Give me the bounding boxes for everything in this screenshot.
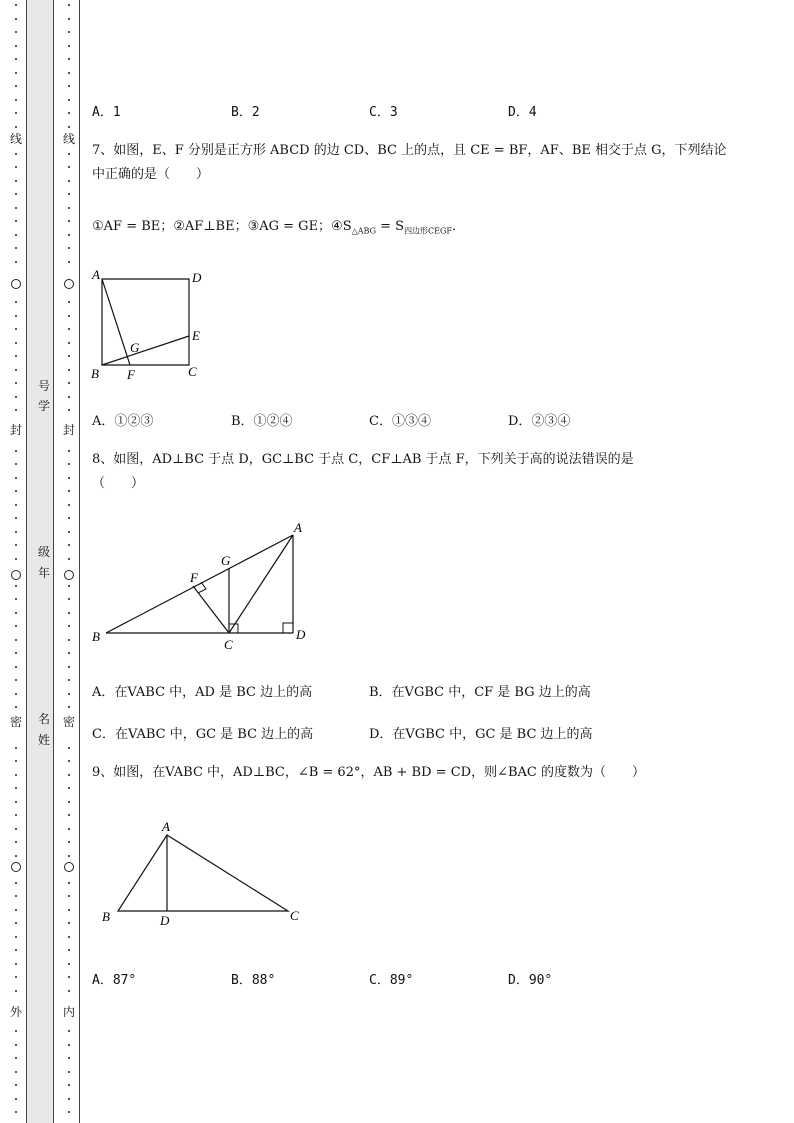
binding-dot <box>15 936 17 938</box>
q8-option-d: D．在VGBC 中，GC 是 BC 边上的高 <box>369 727 593 742</box>
binding-dot <box>68 558 70 560</box>
binding-dot <box>15 355 17 357</box>
binding-dot <box>15 463 17 465</box>
binding-dot <box>68 706 70 708</box>
q7-label-g: G <box>130 340 140 355</box>
binding-dot <box>15 990 17 992</box>
binding-dot <box>68 625 70 627</box>
binding-dot <box>68 1111 70 1113</box>
q7-square-figure <box>86 265 216 385</box>
binding-dot <box>15 774 17 776</box>
q7-stem-line2: 中正确的是（ ） <box>92 167 210 182</box>
binding-dot <box>15 369 17 371</box>
binding-dot <box>15 963 17 965</box>
binding-dot <box>15 166 17 168</box>
binding-dot <box>68 976 70 978</box>
q7-label-f: F <box>127 367 135 382</box>
binding-dot <box>15 976 17 978</box>
binding-dot <box>15 31 17 33</box>
q9-label-d: D <box>160 913 170 928</box>
binding-dot <box>68 801 70 803</box>
q9-label-c: C <box>290 908 299 923</box>
binding-dot <box>15 855 17 857</box>
binding-dot <box>15 517 17 519</box>
binding-dot <box>68 72 70 74</box>
binding-dot <box>68 585 70 587</box>
binding-dot <box>68 1071 70 1073</box>
outer-circle-mark <box>11 570 21 580</box>
binding-dot <box>68 1044 70 1046</box>
q7-label-d: D <box>192 270 202 285</box>
binding-dot <box>15 490 17 492</box>
inner-secret-label: 密 <box>62 715 75 729</box>
field-char: 名 <box>37 712 50 726</box>
binding-dot <box>68 531 70 533</box>
binding-dot <box>68 949 70 951</box>
binding-dot <box>68 247 70 249</box>
q9-option-b: B．88° <box>231 973 276 988</box>
binding-dot <box>68 504 70 506</box>
binding-dot <box>68 855 70 857</box>
binding-dot <box>15 72 17 74</box>
outer-outside-label: 外 <box>9 1005 22 1019</box>
binding-dot <box>15 693 17 695</box>
q7-label-c: C <box>188 364 197 379</box>
q6-option-c: C．3 <box>369 105 398 120</box>
q8-label-d: D <box>296 627 306 642</box>
binding-dot <box>68 760 70 762</box>
binding-dot <box>15 679 17 681</box>
binding-dot <box>68 369 70 371</box>
binding-dot <box>15 639 17 641</box>
binding-dot <box>15 193 17 195</box>
q7-option-c: C．①③④ <box>369 414 431 429</box>
binding-dot <box>68 85 70 87</box>
binding-dot <box>68 639 70 641</box>
student-info-strip <box>26 0 54 1123</box>
binding-dot <box>15 45 17 47</box>
binding-dot <box>15 909 17 911</box>
inner-circle-mark <box>64 279 74 289</box>
binding-dot <box>68 612 70 614</box>
binding-dot <box>15 85 17 87</box>
binding-dot <box>68 31 70 33</box>
binding-dot <box>15 1044 17 1046</box>
binding-dot <box>68 193 70 195</box>
binding-dot <box>68 355 70 357</box>
binding-dot <box>15 1111 17 1113</box>
binding-dot <box>68 477 70 479</box>
binding-dot <box>68 301 70 303</box>
binding-dot <box>15 1071 17 1073</box>
q6-option-a: A．1 <box>92 105 121 120</box>
binding-dot <box>15 450 17 452</box>
binding-dot <box>68 396 70 398</box>
outer-circle-mark <box>11 279 21 289</box>
binding-dot <box>68 450 70 452</box>
q8-label-f: F <box>190 570 198 585</box>
q7-option-a: A．①②③ <box>92 414 154 429</box>
q8-label-b: B <box>92 629 100 644</box>
q8-stem-line1: 8、如图，AD⊥BC 于点 D，GC⊥BC 于点 C，CF⊥AB 于点 F，下列关于高的说法错误的是 <box>92 452 634 467</box>
binding-dot <box>68 1030 70 1032</box>
binding-dot <box>15 1084 17 1086</box>
q9-triangle-figure <box>96 815 311 930</box>
binding-dot <box>15 612 17 614</box>
binding-dot <box>68 342 70 344</box>
binding-dot <box>68 99 70 101</box>
binding-dot <box>15 58 17 60</box>
q8-stem-line2: （ ） <box>92 476 145 491</box>
binding-dot <box>68 490 70 492</box>
binding-dot <box>68 666 70 668</box>
q7-option-b: B．①②④ <box>231 414 293 429</box>
inner-seal-label: 封 <box>62 423 75 437</box>
binding-dot <box>15 180 17 182</box>
binding-dot <box>15 922 17 924</box>
binding-dot <box>68 112 70 114</box>
binding-dot <box>15 112 17 114</box>
binding-dot <box>68 45 70 47</box>
binding-dot <box>68 126 70 128</box>
binding-dot <box>15 949 17 951</box>
binding-dot <box>68 207 70 209</box>
binding-dot <box>15 477 17 479</box>
binding-dot <box>15 666 17 668</box>
binding-dot <box>68 990 70 992</box>
binding-dot <box>15 328 17 330</box>
binding-dot <box>15 99 17 101</box>
binding-dot <box>15 261 17 263</box>
binding-dot <box>68 895 70 897</box>
outer-dotted-line <box>9 0 23 1123</box>
binding-dot <box>15 1030 17 1032</box>
q8-option-a: A．在VABC 中，AD 是 BC 边上的高 <box>92 685 313 700</box>
binding-dot <box>15 207 17 209</box>
binding-dot <box>68 747 70 749</box>
binding-dot <box>68 882 70 884</box>
binding-dot <box>15 706 17 708</box>
q8-label-g: G <box>221 553 231 568</box>
binding-dot <box>15 882 17 884</box>
binding-dot <box>15 315 17 317</box>
binding-dot <box>68 1098 70 1100</box>
binding-dot <box>68 382 70 384</box>
binding-dot <box>15 814 17 816</box>
binding-dot <box>15 895 17 897</box>
binding-dot <box>15 409 17 411</box>
binding-dot <box>68 963 70 965</box>
field-char: 姓 <box>37 733 50 747</box>
binding-dot <box>15 598 17 600</box>
binding-dot <box>15 382 17 384</box>
binding-dot <box>15 1098 17 1100</box>
binding-dot <box>68 936 70 938</box>
inner-circle-mark <box>64 862 74 872</box>
binding-dot <box>15 841 17 843</box>
q8-label-c: C <box>224 637 233 652</box>
binding-dot <box>15 801 17 803</box>
binding-dot <box>68 787 70 789</box>
binding-dot <box>15 504 17 506</box>
q9-option-c: C．89° <box>369 973 414 988</box>
binding-dot <box>68 922 70 924</box>
binding-dot <box>15 342 17 344</box>
binding-dot <box>68 18 70 20</box>
q9-stem-line1: 9、如图，在VABC 中，AD⊥BC，∠B = 62°，AB + BD = CD，则∠BAC 的度数为（ ） <box>92 765 645 780</box>
binding-dot <box>68 4 70 6</box>
binding-dot <box>15 396 17 398</box>
binding-dot <box>15 585 17 587</box>
binding-dot <box>68 841 70 843</box>
binding-dot <box>15 220 17 222</box>
binding-dot <box>68 814 70 816</box>
q8-option-c: C．在VABC 中，GC 是 BC 边上的高 <box>92 727 314 742</box>
binding-dot <box>68 180 70 182</box>
binding-dot <box>68 828 70 830</box>
binding-dot <box>15 760 17 762</box>
binding-dot <box>68 409 70 411</box>
binding-dot <box>15 652 17 654</box>
binding-dot <box>15 747 17 749</box>
binding-dot <box>15 544 17 546</box>
binding-dot <box>15 4 17 6</box>
binding-dot <box>15 18 17 20</box>
binding-dot <box>68 517 70 519</box>
inner-circle-mark <box>64 570 74 580</box>
outer-line-label: 线 <box>9 132 22 146</box>
q8-triangle-figure <box>86 515 326 655</box>
inner-line-label: 线 <box>62 132 75 146</box>
field-char: 年 <box>37 566 50 580</box>
field-char: 级 <box>37 545 50 559</box>
margin-border-line <box>79 0 80 1123</box>
binding-dot <box>68 328 70 330</box>
binding-dot <box>15 247 17 249</box>
binding-dot <box>68 909 70 911</box>
binding-dot <box>68 652 70 654</box>
binding-dot <box>15 1057 17 1059</box>
binding-dot <box>15 126 17 128</box>
q7-label-e: E <box>192 328 200 343</box>
binding-dot <box>68 1084 70 1086</box>
binding-dot <box>15 234 17 236</box>
binding-dot <box>68 315 70 317</box>
binding-dot <box>15 531 17 533</box>
outer-seal-label: 封 <box>9 423 22 437</box>
q7-label-a: A <box>92 267 100 282</box>
q7-option-d: D．②③④ <box>508 414 571 429</box>
inner-dotted-line <box>62 0 76 1123</box>
q6-option-b: B．2 <box>231 105 260 120</box>
binding-dot <box>68 261 70 263</box>
q9-label-b: B <box>102 909 110 924</box>
q8-label-a: A <box>294 520 302 535</box>
q9-option-d: D．90° <box>508 973 553 988</box>
binding-dot <box>15 558 17 560</box>
binding-dot <box>68 234 70 236</box>
binding-dot <box>68 774 70 776</box>
binding-dot <box>68 544 70 546</box>
binding-dot <box>68 1057 70 1059</box>
binding-dot <box>68 166 70 168</box>
binding-dot <box>15 828 17 830</box>
binding-dot <box>15 301 17 303</box>
field-char: 学 <box>37 399 50 413</box>
binding-dot <box>68 220 70 222</box>
q9-label-a: A <box>162 819 170 834</box>
outer-circle-mark <box>11 862 21 872</box>
binding-dot <box>15 153 17 155</box>
q6-option-d: D．4 <box>508 105 537 120</box>
q7-statements: ①AF = BE；②AF⊥BE；③AG = GE；$④S_{\triangle ABG} = S_{四边形CEGF}$． <box>92 219 465 236</box>
field-char: 号 <box>37 379 50 393</box>
binding-dot <box>68 693 70 695</box>
binding-dot <box>68 598 70 600</box>
binding-dot <box>15 625 17 627</box>
q7-stem-line1: 7、如图，E、F 分别是正方形 ABCD 的边 CD、BC 上的点，且 CE = BF，AF、BE 相交于点 G，下列结论 <box>92 143 727 158</box>
binding-dot <box>68 153 70 155</box>
q9-option-a: A．87° <box>92 973 137 988</box>
binding-dot <box>68 463 70 465</box>
q7-label-b: B <box>91 366 99 381</box>
q8-option-b: B．在VGBC 中，CF 是 BG 边上的高 <box>369 685 591 700</box>
inner-inside-label: 内 <box>62 1005 75 1019</box>
outer-secret-label: 密 <box>9 715 22 729</box>
binding-dot <box>68 58 70 60</box>
binding-dot <box>68 679 70 681</box>
binding-dot <box>15 787 17 789</box>
